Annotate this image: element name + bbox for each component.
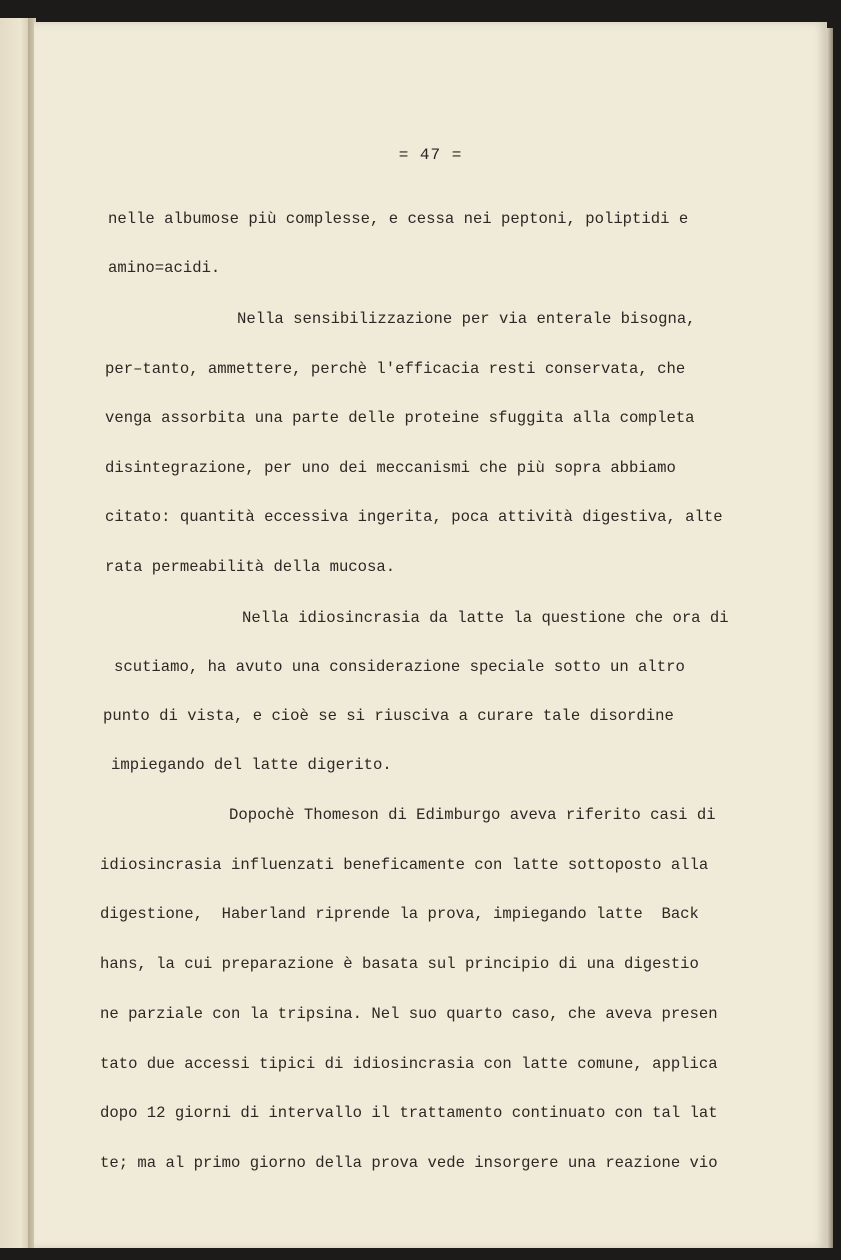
text-line: nelle albumose più complesse, e cessa nei peptoni, poliptidi e [108, 210, 689, 228]
text-line: idiosincrasia influenzati beneficamente con latte sottoposto alla [100, 856, 709, 874]
text-line: tato due accessi tipici di idiosincrasia con latte comune, applica [100, 1055, 718, 1073]
text-line: impiegando del latte digerito. [111, 756, 392, 774]
text-line: hans, la cui preparazione è basata sul principio di una digestio [100, 955, 699, 973]
text-line: amino=acidi. [108, 259, 221, 277]
text-line: venga assorbita una parte delle proteine sfuggita alla completa [105, 409, 695, 427]
text-line: punto di vista, e cioè se si riusciva a curare tale disordine [103, 707, 674, 725]
text-line: scutiamo, ha avuto una considerazione speciale sotto un altro [114, 658, 685, 676]
text-line: rata permeabilità della mucosa. [105, 558, 396, 576]
text-line: Nella idiosincrasia da latte la questione che ora di [242, 609, 729, 627]
text-line: te; ma al primo giorno della prova vede insorgere una reazione vio [100, 1154, 718, 1172]
text-line: per–tanto, ammettere, perchè l'efficacia resti conservata, che [105, 360, 686, 378]
text-line: digestione, Haberland riprende la prova, impiegando latte Back [100, 905, 699, 923]
typed-page [34, 22, 827, 1248]
page-number: = 47 = [398, 146, 463, 164]
text-line: Nella sensibilizzazione per via enterale bisogna, [237, 310, 696, 328]
page-right-edge [827, 28, 833, 1248]
text-line: citato: quantità eccessiva ingerita, poca attività digestiva, alte [105, 508, 723, 526]
text-line: dopo 12 giorni di intervallo il trattamento continuato con tal lat [100, 1104, 718, 1122]
text-line: ne parziale con la tripsina. Nel suo quarto caso, che aveva presen [100, 1005, 718, 1023]
text-line: Dopochè Thomeson di Edimburgo aveva riferito casi di [229, 806, 716, 824]
text-line: disintegrazione, per uno dei meccanismi che più sopra abbiamo [105, 459, 676, 477]
